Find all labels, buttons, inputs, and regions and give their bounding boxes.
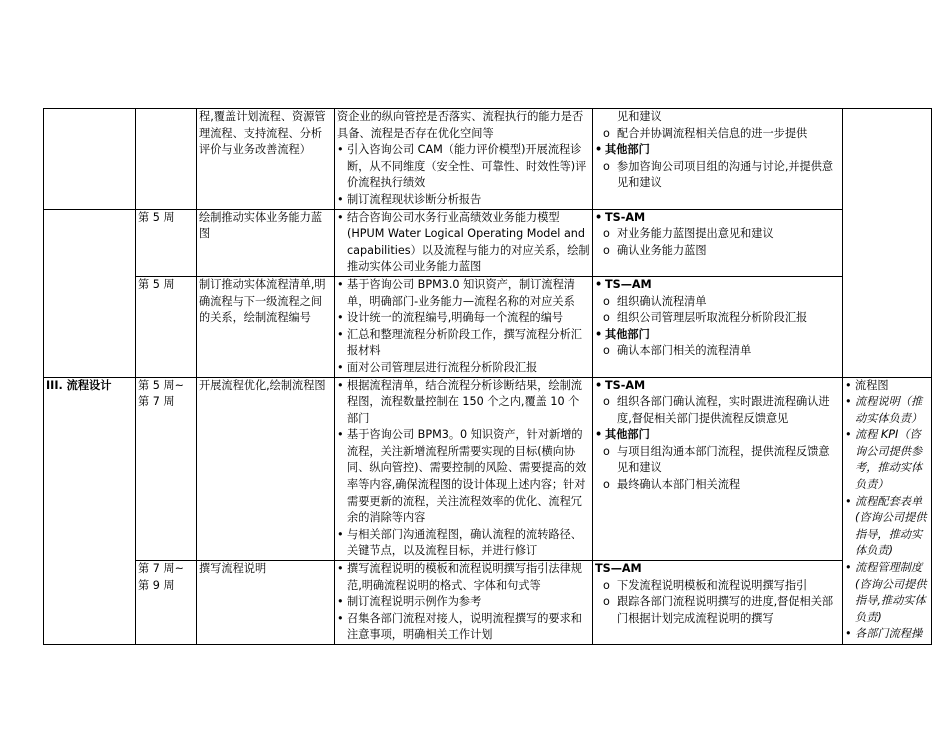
project-plan-table	[43, 108, 932, 645]
deliverable-item: • 流程管理制度(咨询公司提供指导,推动实体负责)	[845, 560, 929, 626]
activity-item: • 汇总和整理流程分析阶段工作，撰写流程分析汇报材料	[337, 327, 590, 360]
deliverables-cell	[843, 109, 932, 378]
activity-item: • 基于咨询公司 BPM3。0 知识资产，针对新增的流程，关注新增流程所需要实现的目标(横向协同、纵向管控)、需要控制的风险、需要提高的效率等内容,确保流程图的设计体现上述内容；针对需要更新的流程，关注流程效率的优化、流程冗余的消除等内容	[337, 427, 590, 527]
activity-item: • 根据流程清单，结合流程分析诊断结果，绘制流程图，流程数量控制在 150 个之内,覆盖 10 个部门	[337, 378, 590, 428]
task-cell: 撰写流程说明	[197, 561, 335, 645]
activity-item: • 制订流程现状诊断分析报告	[337, 192, 590, 209]
responsibility-continuation: 见和建议	[617, 110, 662, 123]
deliverable-item: • 各部门流程操	[845, 626, 929, 643]
activity-item: • 面对公司管理层进行流程分析阶段汇报	[337, 360, 590, 377]
activity-continuation: 资企业的纵向管控是否落实、流程执行的能力是否具备、流程是否存在优化空间等	[337, 110, 584, 140]
week-cell: 第 5 周~第 7 周	[136, 377, 197, 561]
table-row	[44, 209, 932, 276]
responsibility-item: o 配合并协调流程相关信息的进一步提供	[595, 126, 840, 143]
activity-item: • 基于咨询公司 BPM3.0 知识资产，制订流程清单，明确部门-业务能力—流程名称的对应关系	[337, 277, 590, 310]
responsibility-group: • 其他部门	[595, 327, 840, 344]
responsibility-cell	[593, 377, 843, 561]
responsibility-item: o 下发流程说明模板和流程说明撰写指引	[595, 578, 840, 595]
activities-cell	[335, 209, 593, 276]
task-cell: 制订推动实体流程清单,明确流程与下一级流程之间的关系，绘制流程编号	[197, 276, 335, 377]
responsibility-item: o 组织各部门确认流程，实时跟进流程确认进度,督促相关部门提供流程反馈意见	[595, 394, 840, 427]
task-cell: 程,覆盖计划流程、资源管理流程、支持流程、分析评价与业务改善流程）	[197, 109, 335, 210]
activity-item: • 召集各部门流程对接人，说明流程撰写的要求和注意事项，明确相关工作计划	[337, 611, 590, 644]
activities-cell	[335, 561, 593, 645]
responsibility-item: o 参加咨询公司项目组的沟通与讨论,并提供意见和建议	[595, 159, 840, 192]
activity-item: • 设计统一的流程编号,明确每一个流程的编号	[337, 310, 590, 327]
responsibility-item: o 确认业务能力蓝图	[595, 243, 840, 260]
phase-cell	[44, 209, 136, 377]
responsibility-group: TS—AM	[595, 562, 642, 576]
phase-cell	[44, 109, 136, 210]
activity-item: • 与相关部门沟通流程图，确认流程的流转路径、关键节点，以及流程目标，并进行修订	[337, 527, 590, 560]
deliverable-item: • 流程图	[845, 378, 929, 395]
responsibility-item: o 对业务能力蓝图提出意见和建议	[595, 226, 840, 243]
phase-cell: III. 流程设计	[44, 377, 136, 645]
week-cell: 第 5 周	[136, 209, 197, 276]
deliverable-item: • 流程配套表单(咨询公司提供指导，推动实体负责)	[845, 494, 929, 560]
responsibility-item: o 最终确认本部门相关流程	[595, 477, 840, 494]
table-row	[44, 276, 932, 377]
activities-cell	[335, 276, 593, 377]
responsibility-cell	[593, 561, 843, 645]
responsibility-group: • TS-AM	[595, 210, 840, 227]
responsibility-group: • TS-AM	[595, 378, 840, 395]
deliverables-cell	[843, 377, 932, 645]
week-cell: 第 5 周	[136, 276, 197, 377]
activities-cell	[335, 109, 593, 210]
responsibility-group: • 其他部门	[595, 427, 840, 444]
responsibility-item: o 跟踪各部门流程说明撰写的进度,督促相关部门根据计划完成流程说明的撰写	[595, 594, 840, 627]
table-row	[44, 561, 932, 645]
responsibility-item: o 组织确认流程清单	[595, 294, 840, 311]
activity-item: • 制订流程说明示例作为参考	[337, 594, 590, 611]
responsibility-item: o 确认本部门相关的流程清单	[595, 343, 840, 360]
task-cell: 开展流程优化,绘制流程图	[197, 377, 335, 561]
activities-cell	[335, 377, 593, 561]
week-cell: 第 7 周~第 9 周	[136, 561, 197, 645]
responsibility-group: • TS—AM	[595, 277, 840, 294]
responsibility-item: o 与项目组沟通本部门流程，提供流程反馈意见和建议	[595, 444, 840, 477]
table-row	[44, 377, 932, 561]
activity-item: • 撰写流程说明的模板和流程说明撰写指引法律规范,明确流程说明的格式、字体和句式等	[337, 561, 590, 594]
responsibility-cell	[593, 109, 843, 210]
deliverable-item: • 流程 KPI（咨询公司提供参考，推动实体负责）	[845, 427, 929, 493]
activity-item: • 结合咨询公司水务行业高绩效业务能力模型(HPUM Water Logical Operating Model and capabilities）以及流程与能力的对应关系，绘制推动实体公司业务能力蓝图	[337, 210, 590, 276]
responsibility-item: o 组织公司管理层听取流程分析阶段汇报	[595, 310, 840, 327]
responsibility-cell	[593, 209, 843, 276]
responsibility-cell	[593, 276, 843, 377]
table-row	[44, 109, 932, 210]
week-cell	[136, 109, 197, 210]
responsibility-group: • 其他部门	[595, 142, 840, 159]
task-cell: 绘制推动实体业务能力蓝图	[197, 209, 335, 276]
activity-item: • 引入咨询公司 CAM（能力评价模型)开展流程诊断，从不同维度（安全性、可靠性、时效性等)评价流程执行绩效	[337, 142, 590, 192]
deliverable-item: • 流程说明（推动实体负责）	[845, 394, 929, 427]
